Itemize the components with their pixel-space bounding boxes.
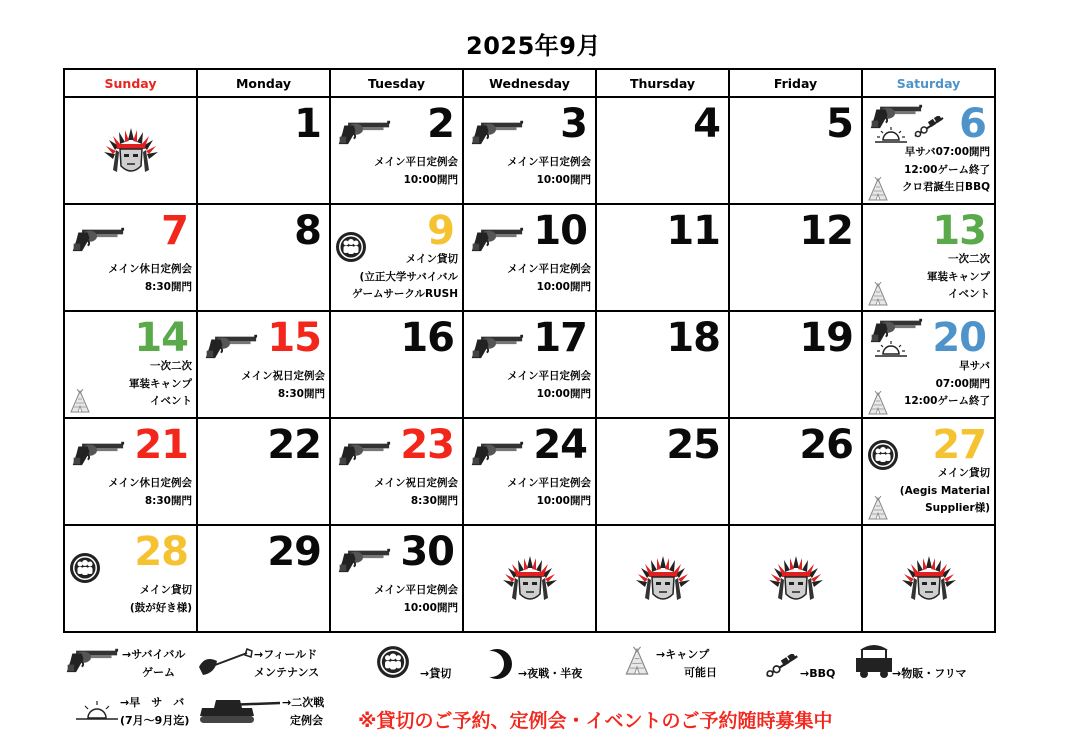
event-note bbox=[130, 582, 192, 617]
day-cell-13 bbox=[862, 204, 995, 311]
event-note bbox=[900, 465, 990, 518]
day-cell-4 bbox=[596, 97, 729, 204]
event-note bbox=[108, 261, 192, 296]
day-number: 29 bbox=[267, 529, 321, 575]
empty-day-cell bbox=[64, 97, 197, 204]
day-cell-25 bbox=[596, 418, 729, 525]
crescent-moon-icon bbox=[480, 647, 514, 681]
bbq-skewer-icon bbox=[764, 654, 800, 678]
day-number: 1 bbox=[294, 101, 321, 147]
event-note-line: 8:30開門 bbox=[410, 494, 458, 507]
chief-headdress-icon bbox=[899, 552, 959, 610]
event-note-line: メイン休日定例会 bbox=[108, 477, 192, 489]
day-cell-8 bbox=[197, 204, 330, 311]
day-number: 4 bbox=[693, 101, 720, 147]
day-cell-21 bbox=[64, 418, 197, 525]
empty-day-cell bbox=[729, 525, 862, 632]
day-number: 14 bbox=[134, 315, 188, 361]
bbq-skewer-icon bbox=[913, 116, 945, 138]
day-number: 9 bbox=[427, 208, 454, 254]
event-note-line: メイン貸切 bbox=[405, 253, 458, 265]
day-cell-19 bbox=[729, 311, 862, 418]
event-note-line: 10:00開門 bbox=[536, 280, 591, 293]
event-note bbox=[507, 154, 591, 189]
tipi-icon bbox=[867, 496, 889, 520]
sunrise-icon bbox=[74, 698, 120, 722]
day-cell-16 bbox=[330, 311, 463, 418]
day-number: 25 bbox=[666, 422, 720, 468]
reservation-banner: ※貸切のご予約、定例会・イベントのご予約随時募集中 bbox=[358, 710, 833, 732]
event-note-line: メイン平日定例会 bbox=[374, 156, 458, 168]
day-number: 11 bbox=[666, 208, 720, 254]
event-note-line: 8:30開門 bbox=[144, 280, 192, 293]
day-number: 3 bbox=[560, 101, 587, 147]
event-note-line: 12:00ゲーム終了 bbox=[904, 163, 990, 176]
revolver-icon bbox=[69, 225, 125, 253]
legend-early bbox=[120, 694, 189, 730]
event-note-line: Supplier様) bbox=[925, 502, 990, 514]
day-cell-2 bbox=[330, 97, 463, 204]
day-number: 16 bbox=[400, 315, 454, 361]
calendar-week-row bbox=[64, 525, 995, 632]
day-number: 19 bbox=[799, 315, 853, 361]
day-number: 18 bbox=[666, 315, 720, 361]
event-note bbox=[374, 475, 458, 510]
day-number: 12 bbox=[799, 208, 853, 254]
revolver-icon bbox=[468, 118, 524, 146]
event-note-line: クロ君誕生日BBQ bbox=[902, 181, 990, 193]
private-group-icon bbox=[867, 439, 899, 471]
day-number: 8 bbox=[294, 208, 321, 254]
legend-survival-line1: →サバイバル bbox=[122, 648, 186, 661]
legend-second-war-line2: 定例会 bbox=[290, 714, 323, 727]
event-note-line: メイン休日定例会 bbox=[108, 263, 192, 275]
day-number: 30 bbox=[400, 529, 454, 575]
calendar-week-row bbox=[64, 418, 995, 525]
chief-headdress-icon bbox=[633, 552, 693, 610]
day-number: 7 bbox=[161, 208, 188, 254]
calendar-week-row bbox=[64, 311, 995, 418]
tipi-icon bbox=[867, 391, 889, 415]
calendar-title: 2025年9月 bbox=[466, 32, 601, 60]
day-number: 20 bbox=[932, 315, 986, 361]
event-note-line: 早サバ bbox=[959, 360, 990, 372]
event-note-line: イベント bbox=[948, 288, 990, 300]
event-note-line: 12:00ゲーム終了 bbox=[904, 395, 990, 407]
legend-early-line1: →早 サ バ bbox=[120, 696, 185, 709]
weekday-friday: Friday bbox=[729, 69, 862, 97]
legend-camp-line1: →キャンプ bbox=[656, 648, 710, 661]
day-number: 2 bbox=[427, 101, 454, 147]
private-group-icon bbox=[376, 645, 410, 679]
day-cell-7 bbox=[64, 204, 197, 311]
day-number: 27 bbox=[932, 422, 986, 468]
day-number: 28 bbox=[134, 529, 188, 575]
day-cell-15 bbox=[197, 311, 330, 418]
event-note bbox=[374, 154, 458, 189]
legend-second-war-line1: →二次戦 bbox=[282, 696, 325, 709]
event-note bbox=[374, 582, 458, 617]
event-note-line: 一次二次 bbox=[948, 253, 990, 265]
day-cell-11 bbox=[596, 204, 729, 311]
event-note-line: 10:00開門 bbox=[403, 601, 458, 614]
day-cell-20 bbox=[862, 311, 995, 418]
revolver-icon bbox=[63, 645, 119, 675]
day-number: 22 bbox=[267, 422, 321, 468]
event-note-line: 早サバ07:00開門 bbox=[904, 146, 990, 158]
revolver-icon bbox=[335, 439, 391, 467]
event-note-line: 10:00開門 bbox=[536, 387, 591, 400]
event-note-line: 一次二次 bbox=[150, 360, 192, 372]
event-note-line: メイン祝日定例会 bbox=[241, 370, 325, 382]
sunrise-icon bbox=[875, 340, 907, 358]
legend-survival bbox=[122, 646, 185, 682]
event-note-line: メイン平日定例会 bbox=[374, 584, 458, 596]
event-note-line: 10:00開門 bbox=[536, 173, 591, 186]
legend-night: →夜戦・半夜 bbox=[518, 667, 583, 680]
day-number: 24 bbox=[533, 422, 587, 468]
legend-bbq: →BBQ bbox=[800, 667, 836, 680]
legend-maintenance-line2: メンテナンス bbox=[254, 666, 320, 679]
event-note-line: メイン平日定例会 bbox=[507, 156, 591, 168]
weekday-saturday: Saturday bbox=[862, 69, 995, 97]
event-note-line: メイン平日定例会 bbox=[507, 370, 591, 382]
day-cell-5 bbox=[729, 97, 862, 204]
tipi-icon bbox=[69, 389, 91, 413]
event-note-line: 07:00開門 bbox=[935, 377, 990, 390]
day-number: 10 bbox=[533, 208, 587, 254]
weekday-wednesday: Wednesday bbox=[463, 69, 596, 97]
food-cart-icon bbox=[854, 640, 894, 680]
day-cell-22 bbox=[197, 418, 330, 525]
event-note bbox=[241, 368, 325, 403]
day-number: 23 bbox=[400, 422, 454, 468]
revolver-icon bbox=[335, 118, 391, 146]
day-cell-27 bbox=[862, 418, 995, 525]
event-note-line: 8:30開門 bbox=[277, 387, 325, 400]
event-note-line: 軍装キャンプ bbox=[927, 270, 990, 283]
event-note-line: (Aegis Material bbox=[899, 484, 990, 497]
event-note bbox=[927, 251, 990, 304]
event-note-line: メイン貸切 bbox=[937, 467, 990, 479]
calendar-week-row bbox=[64, 97, 995, 204]
day-cell-9 bbox=[330, 204, 463, 311]
revolver-icon bbox=[335, 546, 391, 574]
day-number: 26 bbox=[799, 422, 853, 468]
event-note bbox=[108, 475, 192, 510]
calendar-week-row bbox=[64, 204, 995, 311]
legend-market: →物販・フリマ bbox=[892, 667, 967, 680]
legend-camp-line2: 可能日 bbox=[684, 666, 717, 679]
empty-day-cell bbox=[463, 525, 596, 632]
event-note bbox=[904, 358, 990, 411]
chief-headdress-icon bbox=[500, 552, 560, 610]
day-cell-29 bbox=[197, 525, 330, 632]
event-note-line: メイン祝日定例会 bbox=[374, 477, 458, 489]
event-note bbox=[507, 368, 591, 403]
revolver-icon bbox=[468, 439, 524, 467]
chief-headdress-icon bbox=[101, 124, 161, 182]
event-note-line: メイン平日定例会 bbox=[507, 263, 591, 275]
day-number: 6 bbox=[959, 101, 986, 147]
event-note-line: ゲームサークルRUSH bbox=[352, 288, 458, 300]
chief-headdress-icon bbox=[766, 552, 826, 610]
day-cell-1 bbox=[197, 97, 330, 204]
day-number: 17 bbox=[533, 315, 587, 361]
day-cell-28 bbox=[64, 525, 197, 632]
tipi-icon bbox=[867, 177, 889, 201]
revolver-icon bbox=[69, 439, 125, 467]
event-note bbox=[129, 358, 192, 411]
event-note bbox=[352, 251, 458, 304]
day-number: 13 bbox=[932, 208, 986, 254]
day-cell-26 bbox=[729, 418, 862, 525]
legend-maintenance bbox=[254, 646, 319, 682]
private-group-icon bbox=[69, 552, 101, 584]
day-cell-10 bbox=[463, 204, 596, 311]
legend-camp bbox=[656, 646, 717, 682]
event-note bbox=[507, 475, 591, 510]
empty-day-cell bbox=[862, 525, 995, 632]
tipi-icon bbox=[624, 646, 650, 676]
shovel-icon bbox=[197, 647, 253, 677]
day-cell-24 bbox=[463, 418, 596, 525]
day-cell-18 bbox=[596, 311, 729, 418]
event-note-line: メイン平日定例会 bbox=[507, 477, 591, 489]
legend-private: →貸切 bbox=[420, 667, 452, 680]
calendar-grid bbox=[63, 68, 996, 633]
event-note-line: 10:00開門 bbox=[403, 173, 458, 186]
event-note-line: イベント bbox=[150, 395, 192, 407]
weekday-thursday: Thursday bbox=[596, 69, 729, 97]
event-note-line: 10:00開門 bbox=[536, 494, 591, 507]
legend-survival-line2: ゲーム bbox=[142, 666, 175, 679]
event-note-line: 軍装キャンプ bbox=[129, 377, 192, 390]
day-cell-14 bbox=[64, 311, 197, 418]
tank-icon bbox=[196, 696, 280, 726]
day-cell-12 bbox=[729, 204, 862, 311]
weekday-sunday: Sunday bbox=[64, 69, 197, 97]
legend-second-war bbox=[282, 694, 324, 730]
day-cell-17 bbox=[463, 311, 596, 418]
legend-maintenance-line1: →フィールド bbox=[254, 648, 318, 661]
event-note-line: 8:30開門 bbox=[144, 494, 192, 507]
event-note-line: (鼓が好き様) bbox=[129, 601, 192, 614]
revolver-icon bbox=[468, 225, 524, 253]
day-number: 21 bbox=[134, 422, 188, 468]
event-note bbox=[507, 261, 591, 296]
day-cell-3 bbox=[463, 97, 596, 204]
tipi-icon bbox=[867, 282, 889, 306]
empty-day-cell bbox=[596, 525, 729, 632]
event-note-line: メイン貸切 bbox=[139, 584, 192, 596]
event-note bbox=[902, 144, 990, 197]
day-cell-23 bbox=[330, 418, 463, 525]
day-cell-6 bbox=[862, 97, 995, 204]
day-number: 15 bbox=[267, 315, 321, 361]
event-note-line: (立正大学サバイバル bbox=[359, 270, 458, 283]
sunrise-icon bbox=[875, 126, 907, 144]
day-number: 5 bbox=[826, 101, 853, 147]
day-cell-30 bbox=[330, 525, 463, 632]
weekday-monday: Monday bbox=[197, 69, 330, 97]
legend-early-line2: (7月〜9月迄) bbox=[120, 714, 190, 727]
weekday-tuesday: Tuesday bbox=[330, 69, 463, 97]
weekday-header-row bbox=[64, 69, 995, 97]
revolver-icon bbox=[468, 332, 524, 360]
revolver-icon bbox=[202, 332, 258, 360]
